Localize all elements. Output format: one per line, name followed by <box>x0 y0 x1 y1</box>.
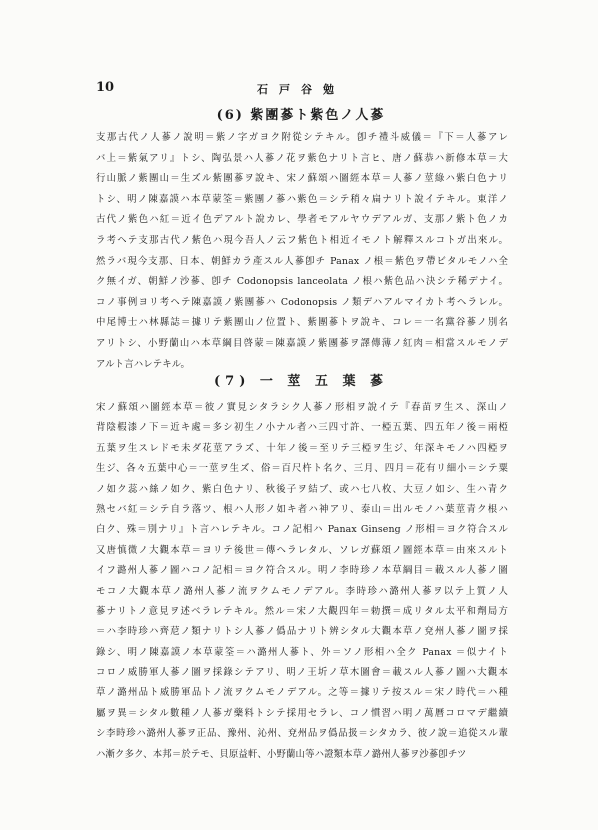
section-6-heading: (6) 紫團蔘ト紫色ノ人蔘 <box>216 108 386 123</box>
text-line: シ李時珍ハ潞州人蔘ヲ正品、豫州、沁州、兗州品ヲ僞品扱＝シタカラ、彼ノ說＝追從スル輩 <box>96 728 508 740</box>
page-number: 10 <box>96 80 115 95</box>
text-line: 生ジ、各々五葉中心＝一莖ヲ生ズ、俗＝百尺杵ト名ク、三月、四月＝花有リ細小＝シテ粟 <box>96 463 508 475</box>
text-line: コノ事例ヨリ考ヘテ陳嘉謨ノ紫團蔘ハ Codonopsis ノ類デハアルマイカト考ヘラレル。 <box>96 296 508 308</box>
text-line: 支那古代ノ人蔘ノ說明＝紫ノ字ガヨク附從シテキル。卽チ禮斗威儀＝『下＝人蔘アレ <box>96 132 508 143</box>
text-line: 屬ヲ異＝シタル數種ノ人蔘ガ藥料トシテ採用セラレ、コノ慣習ハ明ノ萬曆コロマデ繼續 <box>96 707 508 719</box>
text-line: 熟セバ紅＝シテ自ラ落ツ、根ハ人形ノ如キ者ハ神アリ、泰山＝出ルモノハ葉莖青ク根ハ <box>96 503 508 515</box>
text-line: 錄シ、明ノ陳嘉謨ノ本草蒙筌＝ハ潞州人蔘ト、外＝ソノ形相ハ全ク Panax ＝似ナイト <box>96 646 508 658</box>
text-line: トシ、明ノ陳嘉謨ハ本草蒙筌＝紫團ノ蔘ハ紫色＝シテ稍々扁ナリト說イテキル。東洋ノ <box>96 193 508 205</box>
text-line: イフ潞州人蔘ノ圖ハコノ記相＝ヨク符合スル。明ノ李時珍ノ本草綱目＝載スル人蔘ノ圖 <box>96 565 508 577</box>
text-line: 中尾博士ハ林縣誌＝據リテ紫團山ノ位置ト、紫團蔘トヲ說キ、コレ＝一名黨谷蔘ノ別名 <box>96 317 508 329</box>
text-line: 蔘ナリトノ意見ヲ述ベラレテキル。然ル＝宋ノ大觀四年＝勅撰＝成リタル太平和劑局方 <box>96 605 508 617</box>
text-line: アルト言ハレテキル。 <box>96 358 191 370</box>
text-line: 古代ノ紫色ハ紅＝近イ色デアルト說カレ、學者モアルヤウデアルガ、支那ノ紫ト色ノカ <box>96 214 508 226</box>
running-title: 石戸谷勉 <box>257 83 345 96</box>
text-line: 又唐慎微ノ大觀本草＝ヨリテ後世＝傳ヘラレタル、ソレガ蘇頌ノ圖經本草＝由來スルト <box>96 544 508 556</box>
text-line: 行山脈ノ紫團山＝生ズル紫團蔘ヲ說キ、宋ノ蘇頌ハ圖經本草＝人蔘ノ莖綠ハ紫白色ナリ <box>96 173 508 185</box>
text-line: モコノ大觀本草ノ潞州人蔘ノ流ヲクムモノデアル。李時珍ハ潞州人蔘ヲ以テ上質ノ人 <box>96 585 508 597</box>
text-line: ハ漸ク多ク、本邦＝於テモ、貝原益軒、小野蘭山等ハ證類本草ノ潞州人蔘ヲ沙蔘卽チツ <box>96 748 467 760</box>
text-line: ク無イガ、朝鮮ノ沙蔘、卽チ Codonopsis lanceolata ノ根ハ紫色品ハ決シテ稀デナイ。 <box>96 276 508 288</box>
text-line: 五葉ヲ生スレドモ未ダ花莖アラズ、十年ノ後＝至リテ三椏ヲ生ジ、年深キモノハ四椏ヲ <box>96 442 508 454</box>
text-line: 草ノ潞州品ト威勝軍品トノ流ヲクムモノデアル。之等＝據リテ按スル＝宋ノ時代＝ハ種 <box>96 687 508 699</box>
section-7-heading: (7) 一 莖 五 葉 蔘 <box>214 374 388 389</box>
text-line: 然ラバ現今支那、日本、朝鮮カラ產スル人蔘卽チ Panax ノ根＝紫色ヲ帶ビタルモノハ全 <box>96 255 508 267</box>
text-line: 背陰椵漆ノ下＝近キ處＝多シ初生ノ小ナル者ハ三四寸許、一椏五葉、四五年ノ後＝兩椏 <box>96 422 508 434</box>
text-line: ラ考ヘテ支那古代ノ紫色ハ現今吾人ノ云フ紫色ト相近イモノト解釋スルコトガ出來ル。 <box>96 234 508 246</box>
text-line: バ上＝紫氣アリ』トシ、陶弘景ハ人蔘ノ花ヲ紫色ナリト言ヒ、唐ノ蘇恭ハ新修本草＝大 <box>96 152 508 164</box>
text-line: ＝ハ李時珍ハ齊苨ノ類ナリトシ人蔘ノ僞品ナリト辨シタル大觀本草ノ兗州人蔘ノ圖ヲ採 <box>96 626 508 638</box>
text-line: アリトシ、小野蘭山ハ本草綱目啓蒙＝陳嘉謨ノ紫團蔘ヲ譯傳薄ノ紅肉＝相當スルモノデ <box>96 337 508 349</box>
text-line: コロノ威勝軍人蔘ノ圖ヲ採錄シテアリ、明ノ王圻ノ草木圖會＝載スル人蔘ノ圖ハ大觀本 <box>96 667 508 679</box>
text-line: 宋ノ蘇頌ハ圖經本草＝彼ノ實見シタラシク人蔘ノ形相ヲ說イテ『春苗ヲ生ス、深山ノ <box>96 402 508 413</box>
section-6-body <box>96 128 508 375</box>
text-line: ノ如ク蕊ハ絲ノ如ク、紫白色ナリ、秋後子ヲ結ブ、或ハ七八枚、大豆ノ如シ、生ハ青ク <box>96 483 508 495</box>
text-line: 白ク、殊＝別ナリ』ト言ハレテキル。コノ記相ハ Panax Ginseng ノ形相＝ヨク符合スル <box>96 524 508 536</box>
section-7-body <box>96 398 508 765</box>
page-header <box>96 80 506 100</box>
